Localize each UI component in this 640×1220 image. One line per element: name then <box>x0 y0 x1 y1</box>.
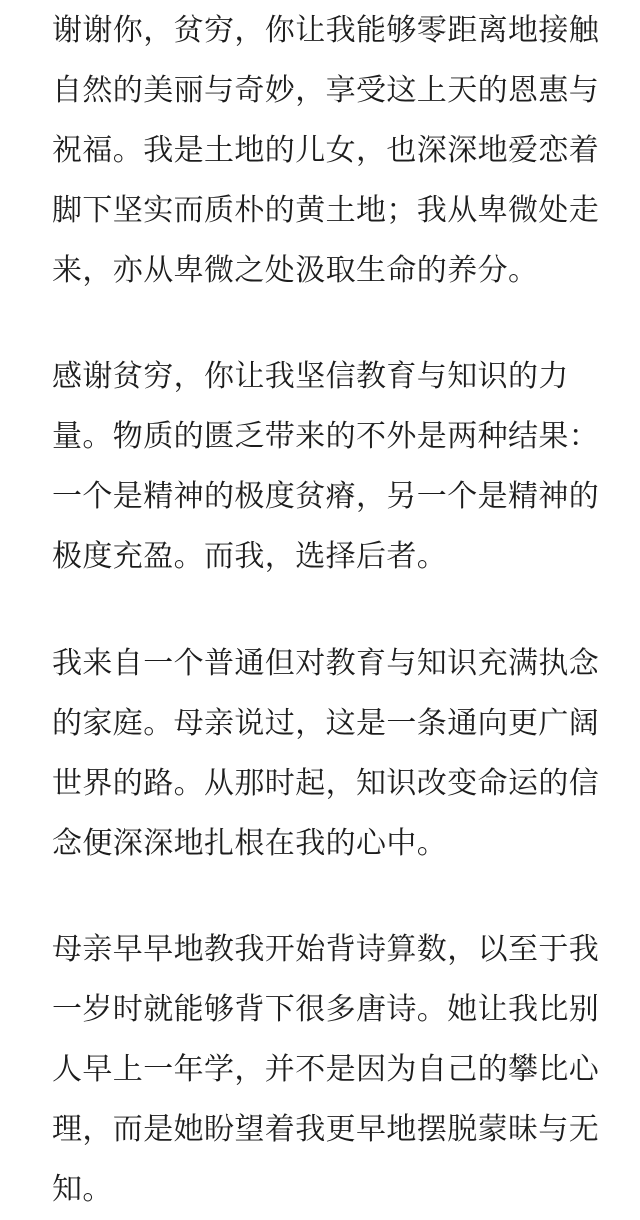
paragraph-2 <box>52 347 612 587</box>
paragraph-line: 母亲早早地教我开始背诗算数，以至于我 <box>52 932 600 967</box>
paragraph-line: 知。 <box>52 1172 113 1207</box>
paragraph-1 <box>52 1 612 301</box>
paragraph-line: 来，亦从卑微之处汲取生命的养分。 <box>52 253 539 288</box>
paragraph-line: 祝福。我是土地的儿女，也深深地爱恋着 <box>52 133 600 168</box>
paragraph-line: 人早上一年学，并不是因为自己的攀比心 <box>52 1052 600 1087</box>
paragraph-3 <box>52 634 612 874</box>
paragraph-line: 世界的路。从那时起，知识改变命运的信 <box>52 766 600 801</box>
paragraph-line: 我来自一个普通但对教育与知识充满执念 <box>52 646 600 681</box>
paragraph-line: 自然的美丽与奇妙，享受这上天的恩惠与 <box>52 73 600 108</box>
paragraph-line: 一岁时就能够背下很多唐诗。她让我比别 <box>52 992 600 1027</box>
paragraph-line: 的家庭。母亲说过，这是一条通向更广阔 <box>52 706 600 741</box>
paragraph-line: 极度充盈。而我，选择后者。 <box>52 539 448 574</box>
paragraph-line: 量。物质的匮乏带来的不外是两种结果： <box>52 419 600 454</box>
paragraph-line: 一个是精神的极度贫瘠，另一个是精神的 <box>52 479 600 514</box>
paragraph-4 <box>52 920 612 1220</box>
paragraph-line: 感谢贫穷，你让我坚信教育与知识的力 <box>52 359 569 394</box>
paragraph-line: 念便深深地扎根在我的心中。 <box>52 826 448 861</box>
paragraph-line: 脚下坚实而质朴的黄土地；我从卑微处走 <box>52 193 600 228</box>
paragraph-line: 谢谢你，贫穷，你让我能够零距离地接触 <box>52 13 600 48</box>
paragraph-line: 理，而是她盼望着我更早地摆脱蒙昧与无 <box>52 1112 600 1147</box>
